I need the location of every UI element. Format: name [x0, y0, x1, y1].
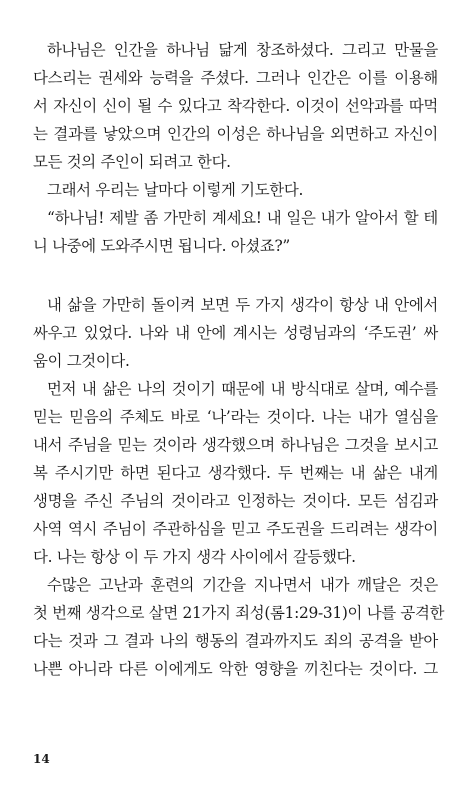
body-text-line: 믿는 믿음의 주체도 바로 ‘나’라는 것이다. 나는 내가 열심을: [33, 408, 438, 426]
body-text-line: 니 나중에 도와주시면 됩니다. 아셨죠?”: [33, 237, 290, 255]
body-text-line: 그래서 우리는 날마다 이렇게 기도한다.: [47, 181, 304, 199]
body-text-line: 내 삶을 가만히 돌이켜 보면 두 가지 생각이 항상 내 안에서: [47, 296, 438, 314]
body-text-line: 내서 주님을 믿는 것이라 생각했으며 하나님은 그것을 보시고: [33, 436, 438, 454]
body-text-line: 싸우고 있었다. 나와 내 안에 계시는 성령님과의 ‘주도권’ 싸: [33, 324, 438, 342]
body-text-line: 복 주시기만 하면 된다고 생각했다. 두 번째는 내 삶은 내게: [33, 464, 438, 482]
body-text-line: “하나님! 제발 좀 가만히 계세요! 내 일은 내가 알아서 할 테: [47, 209, 438, 227]
body-text-line: 모든 것의 주인이 되려고 한다.: [33, 153, 231, 171]
body-text-line: 다스리는 권세와 능력을 주셨다. 그러나 인간은 이를 이용해: [33, 69, 438, 87]
body-text-line: 첫 번째 생각으로 살면 21가지 죄성(롬1:29-31)이 나를 공격한: [33, 604, 445, 622]
body-text-line: 는 결과를 낳았으며 인간의 이성은 하나님을 외면하고 자신이: [33, 125, 438, 143]
body-text-line: 움이 그것이다.: [33, 352, 130, 370]
body-text-line: 다는 것과 그 결과 나의 행동의 결과까지도 죄의 공격을 받아: [33, 632, 438, 650]
body-text-line: 수많은 고난과 훈련의 기간을 지나면서 내가 깨달은 것은: [47, 576, 438, 594]
body-text-line: 먼저 내 삶은 나의 것이기 때문에 내 방식대로 살며, 예수를: [47, 380, 438, 398]
body-text-line: 서 자신이 신이 될 수 있다고 착각한다. 이것이 선악과를 따먹: [33, 97, 438, 115]
body-text-line: 생명을 주신 주님의 것이라고 인정하는 것이다. 모든 섬김과: [33, 492, 438, 510]
page-number: 14: [33, 752, 50, 766]
body-text-line: 하나님은 인간을 하나님 닮게 창조하셨다. 그리고 만물을: [47, 41, 438, 59]
body-text-line: 사역 역시 주님이 주관하심을 믿고 주도권을 드리려는 생각이: [33, 520, 438, 538]
body-text-line: 나쁜 아니라 다른 이에게도 악한 영향을 끼친다는 것이다. 그: [33, 660, 438, 678]
body-text-line: 다. 나는 항상 이 두 가지 생각 사이에서 갈등했다.: [33, 548, 356, 566]
